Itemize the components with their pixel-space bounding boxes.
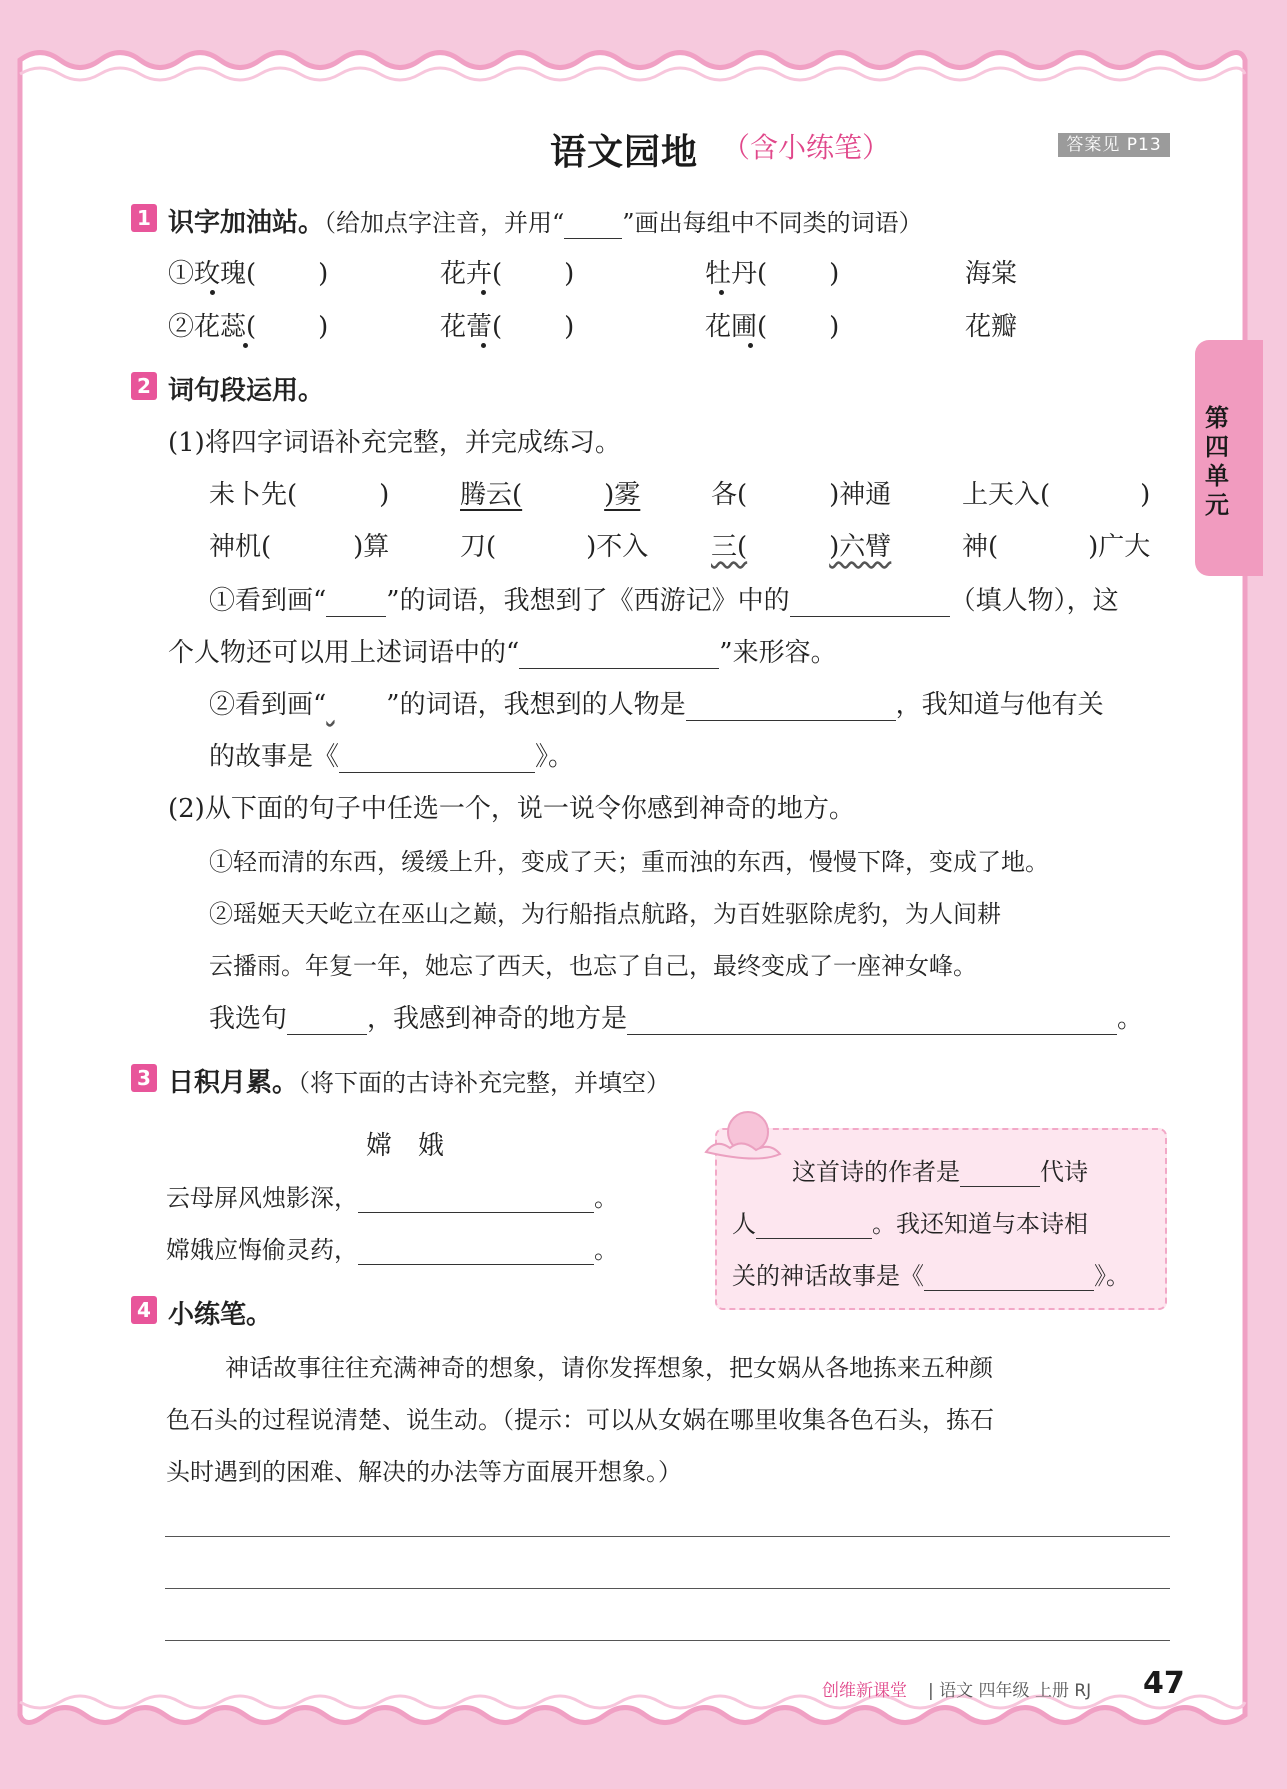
q1-r1-word3: 牡丹( — [705, 259, 768, 289]
q2-choose-text1: 我选句 — [209, 1004, 288, 1034]
q1-row1-item1 — [168, 253, 328, 290]
q2-b-sample-wavy — [326, 690, 386, 720]
close-paren: ) — [564, 259, 575, 289]
period: 。 — [594, 1236, 618, 1264]
poem-line-2-blank[interactable] — [358, 1240, 594, 1265]
q2-choose-text3: 。 — [1117, 1004, 1144, 1034]
q2-a-line1 — [209, 580, 1119, 617]
idiom-3 — [711, 474, 891, 511]
q2-choose-text2: ，我感到神奇的地方是 — [367, 1004, 628, 1034]
q2-a-text3: （填人物），这 — [949, 586, 1119, 616]
idiom-6-start: 刀( — [460, 532, 497, 562]
writing-line-2[interactable] — [165, 1588, 1170, 1589]
q1-title: 识字加油站。 — [168, 208, 325, 238]
poem-author-blank[interactable] — [960, 1162, 1040, 1187]
question-number-1: 1 — [131, 204, 157, 232]
page-title: 语文园地 — [550, 132, 699, 173]
writing-line-3[interactable] — [165, 1640, 1170, 1641]
poem-poet-blank[interactable] — [756, 1214, 872, 1239]
q1-r2-word1: ②花蕊( — [168, 312, 257, 342]
q2-sentence-2a: ②瑶姬天天屹立在巫山之巅，为行船指点航路，为百姓驱除虎豹，为人间耕 — [209, 900, 1001, 928]
q2-part1-title: (1)将四字词语补充完整，并完成练习。 — [168, 428, 621, 458]
footer-brand: 创维新课堂 — [822, 1681, 907, 1701]
idiom-1-start: 未卜先( — [209, 480, 298, 510]
idiom-1 — [209, 474, 389, 511]
question-number-3: 3 — [131, 1064, 157, 1092]
unit-side-tab-label: 第四单元 — [1205, 404, 1229, 519]
q2-a-line2 — [168, 632, 837, 669]
emphasis-dot — [719, 290, 724, 295]
close-paren: ) — [564, 312, 575, 342]
poem-line-1-blank[interactable] — [358, 1188, 594, 1213]
emphasis-dot — [481, 290, 486, 295]
idiom-7 — [711, 526, 891, 563]
q2-b-text4: 的故事是《 — [209, 742, 340, 772]
q1-r2-word2: 花蕾( — [440, 312, 503, 342]
poem-box-line1 — [792, 1152, 1088, 1187]
emphasis-dot — [210, 290, 215, 295]
q1-r2-word3: 花圃( — [705, 312, 768, 342]
question-number-2: 2 — [131, 372, 157, 400]
q1-line-sample — [564, 214, 622, 239]
idiom-2-start: 腾云( — [460, 480, 523, 510]
poem-title: 嫦 娥 — [366, 1131, 445, 1161]
q2-b-answer-blank2[interactable] — [339, 748, 535, 773]
close-paren: ) — [829, 259, 840, 289]
emphasis-dot — [748, 343, 753, 348]
q4-prompt-line3: 头时遇到的困难、解决的办法等方面展开想象。） — [166, 1458, 682, 1486]
q1-r2-word4: 花瓣 — [965, 312, 1018, 342]
q1-instruction-a: （给加点字注音，并用“ — [324, 209, 565, 237]
footer-book-info: | 语文 四年级 上册 RJ — [928, 1681, 1092, 1701]
q2-part2-title: (2)从下面的句子中任选一个，说一说令你感到神奇的地方。 — [168, 794, 855, 824]
idiom-1-end: ) — [379, 480, 390, 510]
idiom-7-start: 三( — [711, 532, 748, 562]
emphasis-dot — [243, 343, 248, 348]
idiom-3-start: 各( — [711, 480, 748, 510]
box-text3: 人 — [732, 1210, 756, 1238]
q2-b-text1: ②看到画“ — [209, 690, 327, 720]
poem-line-1-text: 云母屏风烛影深， — [166, 1184, 358, 1212]
period: 。 — [594, 1184, 618, 1212]
idiom-6 — [460, 526, 648, 563]
poem-line-2-text: 嫦娥应悔偷灵药， — [166, 1236, 358, 1264]
q2-a-answer-blank2[interactable] — [519, 644, 719, 669]
idiom-5-end: )算 — [353, 532, 390, 562]
idiom-2-end: )雾 — [604, 480, 641, 510]
q3-instruction: （将下面的古诗补充完整，并填空） — [298, 1069, 671, 1097]
idiom-8-end: )广大 — [1088, 532, 1151, 562]
q1-row2-item3 — [705, 306, 839, 343]
q2-b-text2: ”的词语，我想到的人物是 — [386, 690, 686, 720]
q4-prompt-line2: 色石头的过程说清楚、说生动。（提示：可以从女娲在哪里收集各色石头，拣石 — [166, 1406, 994, 1434]
q2-a-text2: ”的词语，我想到了《西游记》中的 — [386, 586, 790, 616]
q1-row2-item1 — [168, 306, 328, 343]
answer-reference-badge: 答案见 P13 — [1058, 133, 1170, 157]
q3-heading — [168, 1062, 670, 1099]
idiom-8-start: 神( — [962, 532, 999, 562]
idiom-4-start: 上天入( — [962, 480, 1051, 510]
close-paren: ) — [318, 259, 329, 289]
q1-r1-word1: ①玫瑰( — [168, 259, 257, 289]
page-number: 47 — [1143, 1666, 1185, 1701]
page-subtitle: （含小练笔） — [722, 131, 891, 164]
q1-row1-item3 — [705, 253, 839, 290]
idiom-8 — [962, 526, 1150, 563]
idiom-3-end: )神通 — [829, 480, 892, 510]
question-number-4: 4 — [131, 1296, 157, 1324]
q1-instruction-b: ”画出每组中不同类的词语） — [622, 209, 923, 237]
q4-prompt-line1: 神话故事往往充满神奇的想象，请你发挥想象，把女娲从各地拣来五种颜 — [225, 1354, 993, 1382]
poem-line-2 — [166, 1230, 618, 1265]
q2-sentence-1: ①轻而清的东西，缓缓上升，变成了天；重而浊的东西，慢慢下降，变成了地。 — [209, 848, 1049, 876]
q2-choose-blank2[interactable] — [627, 1010, 1117, 1035]
q1-r1-word2: 花卉( — [440, 259, 503, 289]
myth-story-blank[interactable] — [924, 1266, 1094, 1291]
box-text6: 》。 — [1094, 1262, 1130, 1290]
q2-b-line2 — [209, 736, 574, 773]
q2-b-text3: ，我知道与他有关 — [895, 690, 1104, 720]
q1-row1-item2 — [440, 253, 574, 290]
q2-a-text4: 个人物还可以用上述词语中的“ — [168, 638, 520, 668]
q2-b-text5: 》。 — [535, 742, 575, 772]
q3-title: 日积月累。 — [168, 1068, 299, 1098]
idiom-4 — [962, 474, 1150, 511]
q2-a-answer-blank1[interactable] — [790, 592, 950, 617]
q2-choose-line — [209, 998, 1143, 1035]
q2-b-answer-blank1[interactable] — [686, 696, 896, 721]
writing-line-1[interactable] — [165, 1536, 1170, 1537]
q1-row2-item2 — [440, 306, 574, 343]
poem-box-line2 — [732, 1204, 1088, 1239]
emphasis-dot — [481, 343, 486, 348]
idiom-5-start: 神机( — [209, 532, 272, 562]
q2-a-sample-line — [326, 592, 386, 617]
q1-heading — [168, 202, 923, 239]
close-paren: ) — [829, 312, 840, 342]
close-paren: ) — [318, 312, 329, 342]
idiom-6-end: )不入 — [586, 532, 649, 562]
box-text5: 关的神话故事是《 — [732, 1262, 924, 1290]
q2-title: 词句段运用。 — [168, 376, 325, 406]
q2-sentence-2b: 云播雨。年复一年，她忘了西天，也忘了自己，最终变成了一座神女峰。 — [209, 952, 977, 980]
q2-a-text1: ①看到画“ — [209, 586, 327, 616]
box-text2: 代诗 — [1040, 1158, 1088, 1186]
q2-a-text5: ”来形容。 — [719, 638, 837, 668]
q2-choose-blank1[interactable] — [287, 1010, 367, 1035]
q4-title: 小练笔。 — [168, 1300, 273, 1330]
moon-cloud-icon — [698, 1108, 790, 1168]
poem-box-line3 — [732, 1256, 1130, 1291]
q2-b-line1 — [209, 684, 1104, 721]
idiom-2 — [460, 474, 640, 511]
poem-line-1 — [166, 1178, 618, 1213]
box-text1: 这首诗的作者是 — [792, 1158, 960, 1186]
box-text4: 。我还知道与本诗相 — [872, 1210, 1088, 1238]
idiom-7-end: )六臂 — [829, 532, 892, 562]
idiom-5 — [209, 526, 389, 563]
q1-r1-word4: 海棠 — [965, 259, 1018, 289]
idiom-4-end: ) — [1140, 480, 1151, 510]
